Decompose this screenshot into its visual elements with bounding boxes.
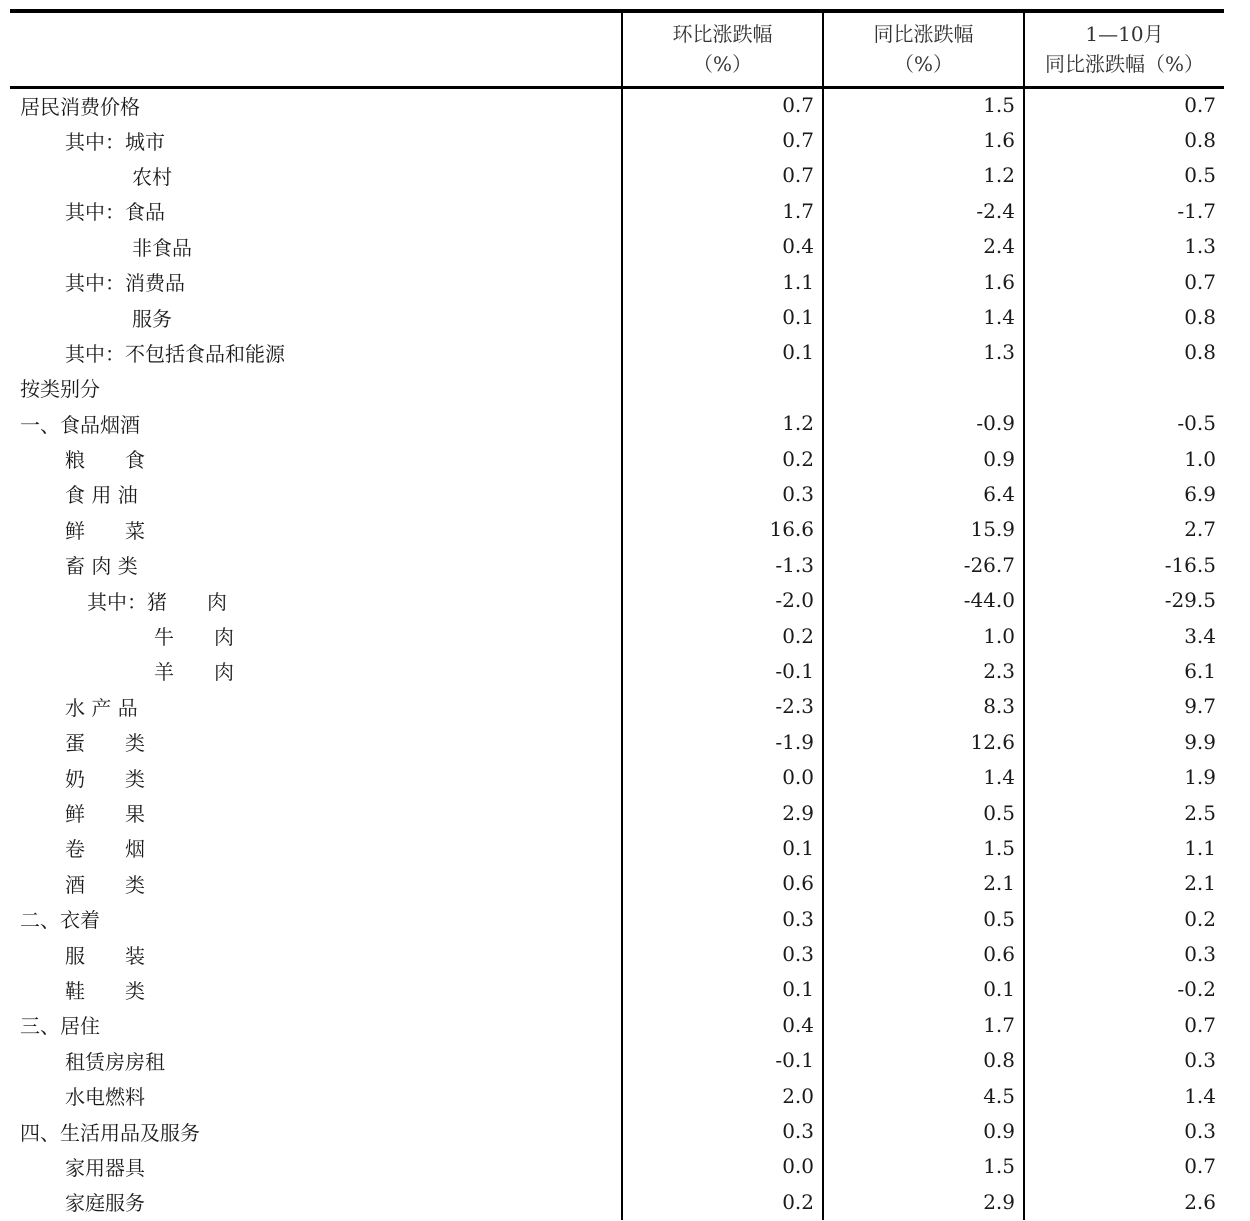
yoy-value: 1.4 <box>823 759 1024 794</box>
ytd-value: 9.7 <box>1024 689 1224 724</box>
ytd-value: 6.9 <box>1024 476 1224 511</box>
yoy-value: 1.5 <box>823 1149 1024 1184</box>
yoy-value: 1.2 <box>823 158 1024 193</box>
yoy-value: 12.6 <box>823 724 1024 759</box>
yoy-value: -26.7 <box>823 547 1024 582</box>
row-label: 其中：城市 <box>65 129 165 154</box>
mom-value: 0.6 <box>622 866 823 901</box>
mom-value: 1.7 <box>622 193 823 228</box>
yoy-value: 0.1 <box>823 972 1024 1007</box>
mom-value: 0.0 <box>622 1149 823 1184</box>
yoy-value: 0.6 <box>823 936 1024 971</box>
row-label: 服务 <box>132 306 172 331</box>
ytd-value: 1.1 <box>1024 830 1224 865</box>
yoy-value: 1.3 <box>823 335 1024 370</box>
table-row <box>10 547 1224 582</box>
ytd-value: 6.1 <box>1024 653 1224 688</box>
table-row <box>10 936 1224 971</box>
table-header <box>10 11 1224 87</box>
yoy-value: 1.5 <box>823 87 1024 122</box>
ytd-value: 1.9 <box>1024 759 1224 794</box>
ytd-value: 0.3 <box>1024 936 1224 971</box>
row-label: 一、食品烟酒 <box>20 412 140 437</box>
mom-value <box>622 370 823 405</box>
ytd-value <box>1024 370 1224 405</box>
ytd-value: 1.3 <box>1024 229 1224 264</box>
table-row <box>10 299 1224 334</box>
mom-value: 2.9 <box>622 795 823 830</box>
table-row <box>10 901 1224 936</box>
row-label: 畜 肉 类 <box>65 554 138 579</box>
yoy-value: 1.5 <box>823 830 1024 865</box>
cpi-table <box>10 9 1224 1220</box>
mom-value: 1.2 <box>622 406 823 441</box>
mom-value: 0.2 <box>622 618 823 653</box>
table-row <box>10 866 1224 901</box>
ytd-value: 2.5 <box>1024 795 1224 830</box>
ytd-value: 2.7 <box>1024 512 1224 547</box>
ytd-value: 0.8 <box>1024 299 1224 334</box>
table-row <box>10 1184 1224 1219</box>
ytd-value: 2.6 <box>1024 1184 1224 1219</box>
yoy-value: 2.1 <box>823 866 1024 901</box>
row-label: 食 用 油 <box>65 483 138 508</box>
yoy-value: 0.9 <box>823 441 1024 476</box>
header-label-cell <box>10 11 622 87</box>
table-row <box>10 122 1224 157</box>
mom-value: 0.0 <box>622 759 823 794</box>
table-row <box>10 512 1224 547</box>
header-row <box>10 11 1224 87</box>
yoy-value: -2.4 <box>823 193 1024 228</box>
header-yoy <box>823 11 1024 87</box>
row-label: 水电燃料 <box>65 1085 145 1110</box>
yoy-value: 1.7 <box>823 1007 1024 1042</box>
table-row <box>10 972 1224 1007</box>
row-label: 鲜 果 <box>65 802 145 826</box>
header-yoy-title: 同比涨跌幅 <box>873 22 974 47</box>
yoy-value: -44.0 <box>823 582 1024 617</box>
mom-value: 0.1 <box>622 335 823 370</box>
header-mom-title: 环比涨跌幅 <box>672 22 773 47</box>
row-label: 水 产 品 <box>65 695 138 720</box>
header-ytd-title: 同比涨跌幅（%） <box>1044 52 1204 77</box>
mom-value: 0.2 <box>622 1184 823 1219</box>
row-label: 非食品 <box>132 235 192 260</box>
row-label: 奶 类 <box>65 766 145 791</box>
yoy-value: 8.3 <box>823 689 1024 724</box>
row-label: 二、衣着 <box>20 908 100 933</box>
table-row <box>10 1149 1224 1184</box>
mom-value: 2.0 <box>622 1078 823 1113</box>
header-mom <box>622 11 823 87</box>
table-row <box>10 370 1224 405</box>
row-label: 鞋 类 <box>65 978 145 1003</box>
mom-value: 0.3 <box>622 936 823 971</box>
header-ytd <box>1024 11 1224 87</box>
yoy-value: 1.6 <box>823 264 1024 299</box>
row-label: 四、生活用品及服务 <box>20 1120 200 1145</box>
row-label: 服 装 <box>65 943 145 968</box>
mom-value: 1.1 <box>622 264 823 299</box>
mom-value: -1.9 <box>622 724 823 759</box>
row-label: 家用器具 <box>65 1155 145 1180</box>
mom-value: 0.3 <box>622 476 823 511</box>
table-row <box>10 830 1224 865</box>
ytd-value: 0.2 <box>1024 901 1224 936</box>
table-row <box>10 795 1224 830</box>
yoy-value: 1.0 <box>823 618 1024 653</box>
row-label: 牛 肉 <box>154 625 234 650</box>
row-label: 粮 食 <box>65 448 145 473</box>
yoy-value: 0.5 <box>823 901 1024 936</box>
mom-value: 16.6 <box>622 512 823 547</box>
yoy-value: 0.8 <box>823 1043 1024 1078</box>
mom-value: 0.7 <box>622 158 823 193</box>
table-row <box>10 582 1224 617</box>
ytd-value: 0.7 <box>1024 1149 1224 1184</box>
ytd-value: 2.1 <box>1024 866 1224 901</box>
row-label: 酒 类 <box>65 872 145 897</box>
yoy-value: 1.6 <box>823 122 1024 157</box>
row-label: 居民消费价格 <box>20 94 140 119</box>
mom-value: 0.4 <box>622 229 823 264</box>
row-label: 租赁房房租 <box>65 1049 165 1074</box>
yoy-value: 2.3 <box>823 653 1024 688</box>
mom-value: -1.3 <box>622 547 823 582</box>
mom-value: 0.3 <box>622 1113 823 1148</box>
ytd-value: -16.5 <box>1024 547 1224 582</box>
table-row <box>10 264 1224 299</box>
yoy-value: 15.9 <box>823 512 1024 547</box>
row-label: 其中：不包括食品和能源 <box>65 341 285 366</box>
ytd-value: 0.5 <box>1024 158 1224 193</box>
yoy-value: 4.5 <box>823 1078 1024 1113</box>
ytd-value: 0.3 <box>1024 1113 1224 1148</box>
mom-value: -2.3 <box>622 689 823 724</box>
row-label: 农村 <box>132 164 172 189</box>
row-label: 蛋 类 <box>65 731 145 756</box>
ytd-value: -29.5 <box>1024 582 1224 617</box>
table-row <box>10 759 1224 794</box>
ytd-value: -1.7 <box>1024 193 1224 228</box>
mom-value: 0.7 <box>622 122 823 157</box>
table-row <box>10 1043 1224 1078</box>
header-mom-unit: （%） <box>692 52 752 77</box>
mom-value: 0.3 <box>622 901 823 936</box>
table-row <box>10 689 1224 724</box>
table-row <box>10 158 1224 193</box>
table-row <box>10 193 1224 228</box>
ytd-value: -0.2 <box>1024 972 1224 1007</box>
row-label: 三、居住 <box>20 1014 100 1039</box>
mom-value: 0.2 <box>622 441 823 476</box>
header-yoy-unit: （%） <box>893 52 953 77</box>
row-label: 其中：消费品 <box>65 271 185 296</box>
ytd-value: 0.7 <box>1024 1007 1224 1042</box>
ytd-value: 3.4 <box>1024 618 1224 653</box>
table-row <box>10 618 1224 653</box>
yoy-value: 1.4 <box>823 299 1024 334</box>
row-label: 其中：食品 <box>65 200 165 225</box>
table-row <box>10 335 1224 370</box>
ytd-value: 1.4 <box>1024 1078 1224 1113</box>
row-label: 羊 肉 <box>154 660 234 685</box>
mom-value: 0.1 <box>622 972 823 1007</box>
header-ytd-period: 1—10月 <box>1085 22 1164 47</box>
mom-value: 0.1 <box>622 830 823 865</box>
yoy-value: -0.9 <box>823 406 1024 441</box>
mom-value: -2.0 <box>622 582 823 617</box>
ytd-value: 0.3 <box>1024 1043 1224 1078</box>
mom-value: -0.1 <box>622 1043 823 1078</box>
ytd-value: 0.7 <box>1024 87 1224 122</box>
table-body <box>10 87 1224 1220</box>
table-row <box>10 724 1224 759</box>
yoy-value: 2.4 <box>823 229 1024 264</box>
yoy-value: 6.4 <box>823 476 1024 511</box>
table-row <box>10 87 1224 122</box>
yoy-value: 0.5 <box>823 795 1024 830</box>
row-label: 家庭服务 <box>65 1191 145 1216</box>
table-row <box>10 406 1224 441</box>
table-row <box>10 1113 1224 1148</box>
mom-value: 0.1 <box>622 299 823 334</box>
row-label: 其中：猪 肉 <box>87 589 227 614</box>
mom-value: -0.1 <box>622 653 823 688</box>
ytd-value: 0.7 <box>1024 264 1224 299</box>
table-row <box>10 653 1224 688</box>
ytd-value: 9.9 <box>1024 724 1224 759</box>
table-row <box>10 1007 1224 1042</box>
ytd-value: -0.5 <box>1024 406 1224 441</box>
ytd-value: 0.8 <box>1024 122 1224 157</box>
section-label: 按类别分 <box>20 377 100 402</box>
ytd-value: 1.0 <box>1024 441 1224 476</box>
table-row <box>10 476 1224 511</box>
table-row <box>10 229 1224 264</box>
ytd-value: 0.8 <box>1024 335 1224 370</box>
row-label: 卷 烟 <box>65 837 145 862</box>
yoy-value: 0.9 <box>823 1113 1024 1148</box>
mom-value: 0.7 <box>622 87 823 122</box>
cpi-table-container <box>10 9 1224 1220</box>
yoy-value: 2.9 <box>823 1184 1024 1219</box>
table-row <box>10 1078 1224 1113</box>
row-label: 鲜 菜 <box>65 518 145 543</box>
table-row <box>10 441 1224 476</box>
mom-value: 0.4 <box>622 1007 823 1042</box>
yoy-value <box>823 370 1024 405</box>
